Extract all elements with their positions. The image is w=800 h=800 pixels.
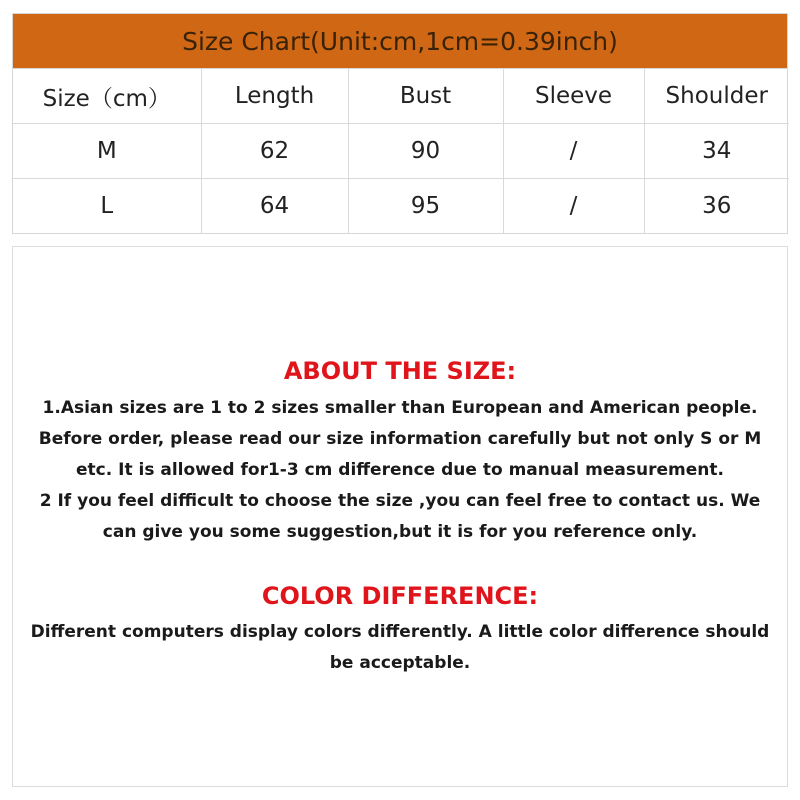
about-size-line: etc. It is allowed for1-3 cm difference due to manual measurement. [76,460,724,480]
cell-size: M [13,124,201,179]
cell-sleeve: / [503,124,644,179]
cell-length: 64 [201,179,348,234]
header-length: Length [201,69,348,124]
cell-shoulder: 34 [644,124,789,179]
cell-bust: 95 [348,179,503,234]
color-difference-line: Different computers display colors differently. A little color difference should [30,622,770,642]
size-chart-title: Size Chart(Unit:cm,1cm=0.39inch) [13,14,787,69]
about-size-line: 2 If you feel difficult to choose the size ,you can feel free to contact us. We [39,491,761,511]
table-row [13,179,789,234]
table-header-row [13,69,789,124]
cell-length: 62 [201,124,348,179]
about-size-line: Before order, please read our size information carefully but not only S or M [38,429,762,449]
color-difference-text [17,617,783,679]
about-size-line: can give you some suggestion,but it is for you reference only. [102,522,698,542]
cell-size: L [13,179,201,234]
cell-sleeve: / [503,179,644,234]
cell-shoulder: 36 [702,193,732,219]
about-size-line: 1.Asian sizes are 1 to 2 sizes smaller than European and American people. [42,398,758,418]
color-difference-heading: COLOR DIFFERENCE: [261,582,539,610]
header-size: Size（cm） [13,69,201,124]
color-difference-line: be acceptable. [329,653,471,673]
table-row [13,124,789,179]
about-size-heading: ABOUT THE SIZE: [283,357,517,385]
header-shoulder: Shoulder [644,69,789,124]
about-size-text [21,393,779,548]
size-info-panel [12,246,788,787]
cell-bust: 90 [348,124,503,179]
header-sleeve: Sleeve [503,69,644,124]
size-table [13,69,789,233]
header-bust: Bust [348,69,503,124]
size-chart [12,13,788,234]
